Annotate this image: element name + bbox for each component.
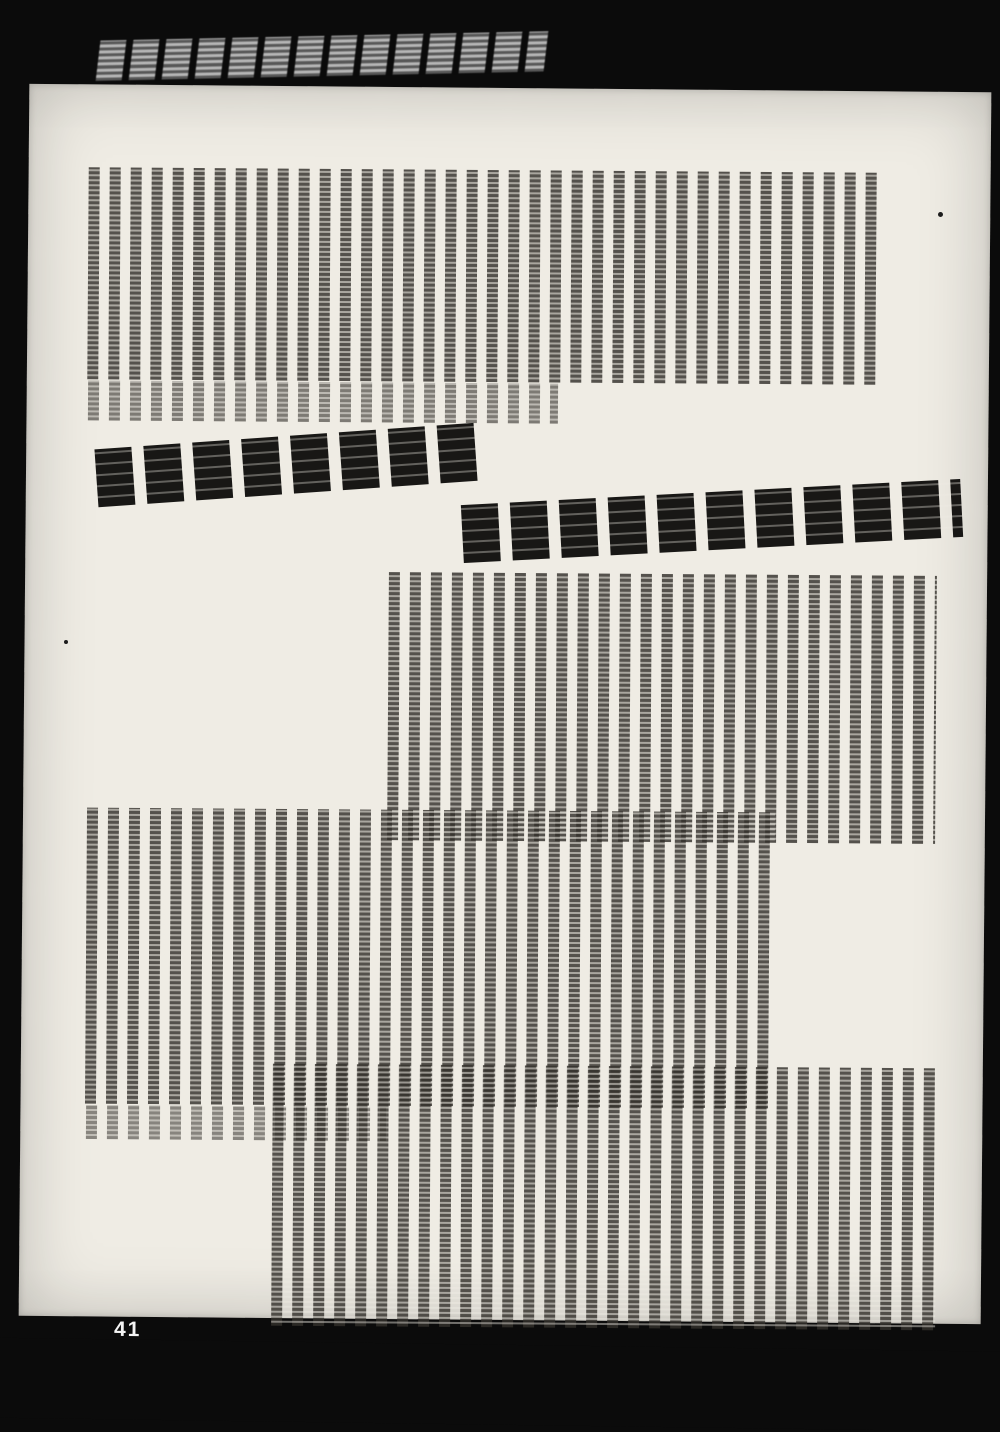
scan-speck [938, 212, 943, 217]
body-text-block-lower-left-redacted [85, 808, 775, 1109]
body-text-block-bottom-redacted [271, 1064, 937, 1331]
body-text-block-middle-redacted [387, 572, 937, 844]
body-text-block-top-redacted [87, 167, 880, 385]
scan-border-bottom [0, 1337, 1000, 1432]
scan-speck [64, 640, 68, 644]
page-number: 41 [113, 1317, 142, 1342]
body-text-block-top2-redacted [88, 380, 558, 423]
masthead-logo-redacted [96, 31, 549, 80]
